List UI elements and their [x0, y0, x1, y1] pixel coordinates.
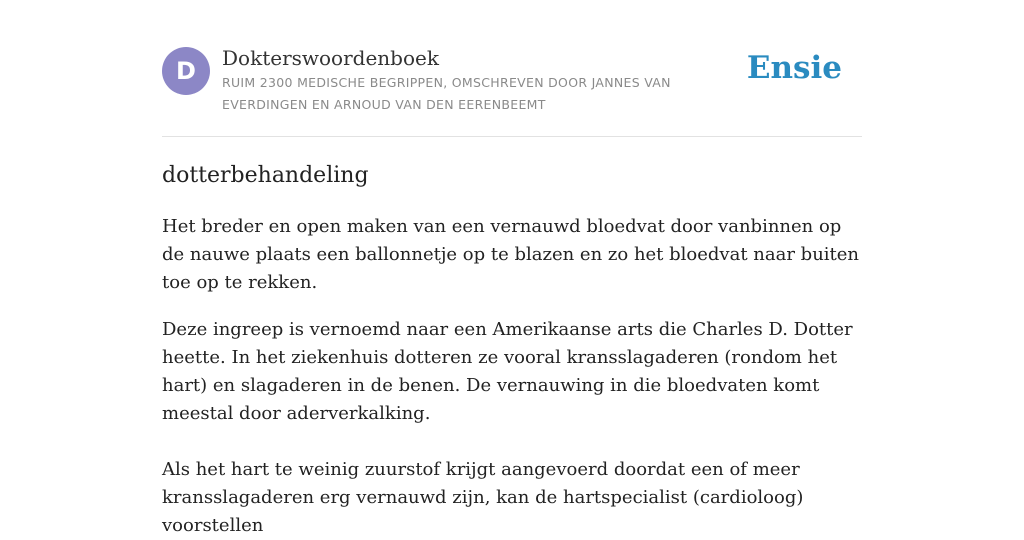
- source-avatar[interactable]: D: [162, 47, 210, 95]
- source-subtitle: RUIM 2300 MEDISCHE BEGRIPPEN, OMSCHREVEN DOOR JANNES VAN EVERDINGEN EN ARNOUD VAN DEN EERENBEEMT: [222, 75, 671, 112]
- page-container: [162, 0, 862, 540]
- source-header: [162, 0, 862, 137]
- definition-paragraph: Het breder en open maken van een vernauwd bloedvat door vanbinnen op de nauwe plaats een ballonnetje op te blazen en zo het bloedvat naar buiten toe op te rekken.: [162, 216, 860, 293]
- entry-term-title: dotterbehandeling: [162, 163, 369, 188]
- definition-paragraph: Als het hart te weinig zuurstof krijgt aangevoerd doordat een of meer kransslagaderen erg vernauwd zijn, kan de hartspecialist (cardioloog) voorstellen: [162, 459, 804, 536]
- ensie-logo-link[interactable]: Ensie: [746, 50, 842, 86]
- definition-paragraph: Deze ingreep is vernoemd naar een Amerikaanse arts die Charles D. Dotter heette. In het ziekenhuis dotteren ze vooral kransslagaderen (rondom het hart) en slagaderen in de benen. De vernauwing in die bloedvaten komt meestal door aderverkalking.: [162, 319, 853, 424]
- source-title-link[interactable]: Dokterswoordenboek: [222, 46, 439, 70]
- entry-definition: [162, 213, 862, 540]
